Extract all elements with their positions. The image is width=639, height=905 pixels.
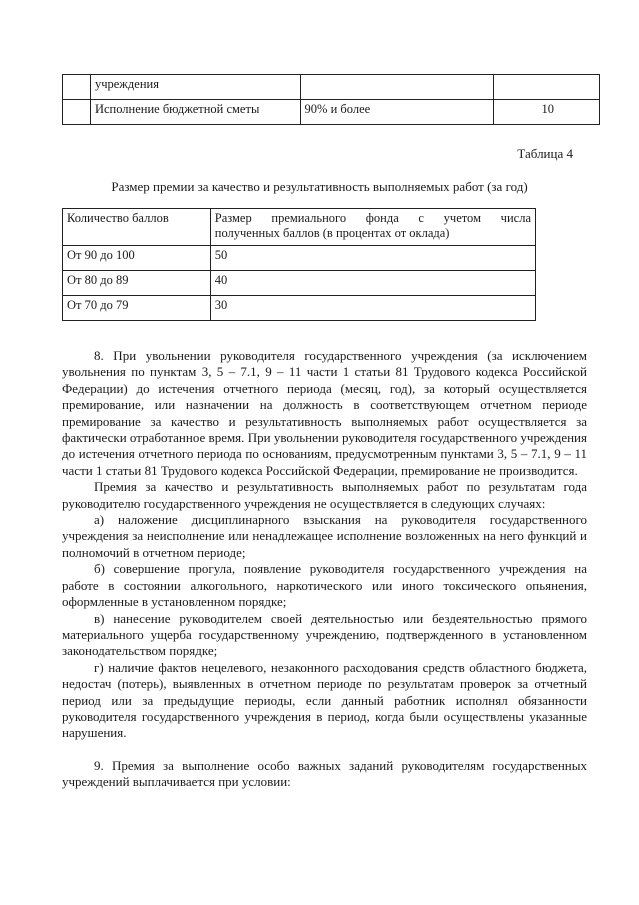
table-cell (494, 75, 600, 100)
table-cell: От 90 до 100 (63, 246, 211, 271)
table-row (63, 271, 536, 296)
table-row (63, 100, 600, 125)
table-cell (63, 75, 91, 100)
score-table (62, 208, 536, 321)
header-line: полученных баллов (в процентах от оклада) (214, 226, 450, 240)
list-item-b: б) совершение прогула, появление руководителя государственного учреждения на работе в состоянии алкогольного, наркотического или иного токсического опьянения, оформленные в установленном порядке; (62, 561, 587, 610)
table-cell: 30 (210, 296, 535, 321)
table-cell: От 80 до 89 (63, 271, 211, 296)
table-cell: учреждения (90, 75, 300, 100)
table-cell: 50 (210, 246, 535, 271)
list-item-a: а) наложение дисциплинарного взыскания на руководителя государственного учреждения за неисполнение или ненадлежащее исполнение возложенных на него функций и полномочий в отчетном периоде; (62, 512, 587, 560)
table-cell (63, 100, 91, 125)
header-line: Размер премиального фонда с учетом числа (214, 211, 531, 225)
criteria-table-fragment (62, 74, 600, 125)
list-item-v: в) нанесение руководителем своей деятельностью или бездеятельностью прямого материального ущерба государственному учреждению, подтвержденного в установленном законодательством порядке; (62, 610, 587, 659)
table-row (63, 246, 536, 271)
table-title: Размер премии за качество и результативность выполняемых работ (за год) (111, 179, 528, 194)
table-number-label: Таблица 4 (517, 146, 573, 161)
table-cell: От 70 до 79 (63, 296, 211, 321)
paragraph-9: 9. Премия за выполнение особо важных заданий руководителям государственных учреждений выплачивается при условии: (62, 757, 587, 790)
list-item-g: г) наличие фактов нецелевого, незаконного расходования средств областного бюджета, недостач (потерь), выявленных в отчетном периоде по результатам проверок за отчетный период или за предыдущие периоды, если данный работник исполнял обязанности руководителя государственного учреждения в период, когда были осуществлены указанные нарушения. (62, 659, 587, 741)
table-cell (300, 75, 494, 100)
table-header-row (63, 209, 536, 246)
table-cell: 90% и более (300, 100, 494, 125)
body-text (62, 348, 587, 791)
table-header-cell: Количество баллов (63, 209, 211, 246)
paragraph-8: 8. При увольнении руководителя государственного учреждения (за исключением увольнения по пунктам 3, 5 – 7.1, 9 – 11 части 1 статьи 81 Трудового кодекса Российской Федерации) до истечения отчетного периода (месяц, год), за который осуществляется премирование, или назначении на должность в соответствующем отчетном периоде премирование за качество и результативность выполняемых работ осуществляется за фактически отработанное время. При увольнении руководителя государственного учреждения до истечения отчетного периода по основаниям, предусмотренным пунктами 3, 5 – 7.1, 9 – 11 части 1 статьи 81 Трудового кодекса Российской Федерации, премирование не производится. (62, 348, 587, 478)
table-row (63, 75, 600, 100)
table-cell: 40 (210, 271, 535, 296)
paragraph-premium-exclusions: Премия за качество и результативность выполняемых работ по результатам года руководителю государственного учреждения не осуществляется в следующих случаях: (62, 479, 587, 511)
table-row (63, 296, 536, 321)
table-cell: 10 (494, 100, 600, 125)
table-header-cell (210, 209, 535, 246)
table-cell: Исполнение бюджетной сметы (90, 100, 300, 125)
